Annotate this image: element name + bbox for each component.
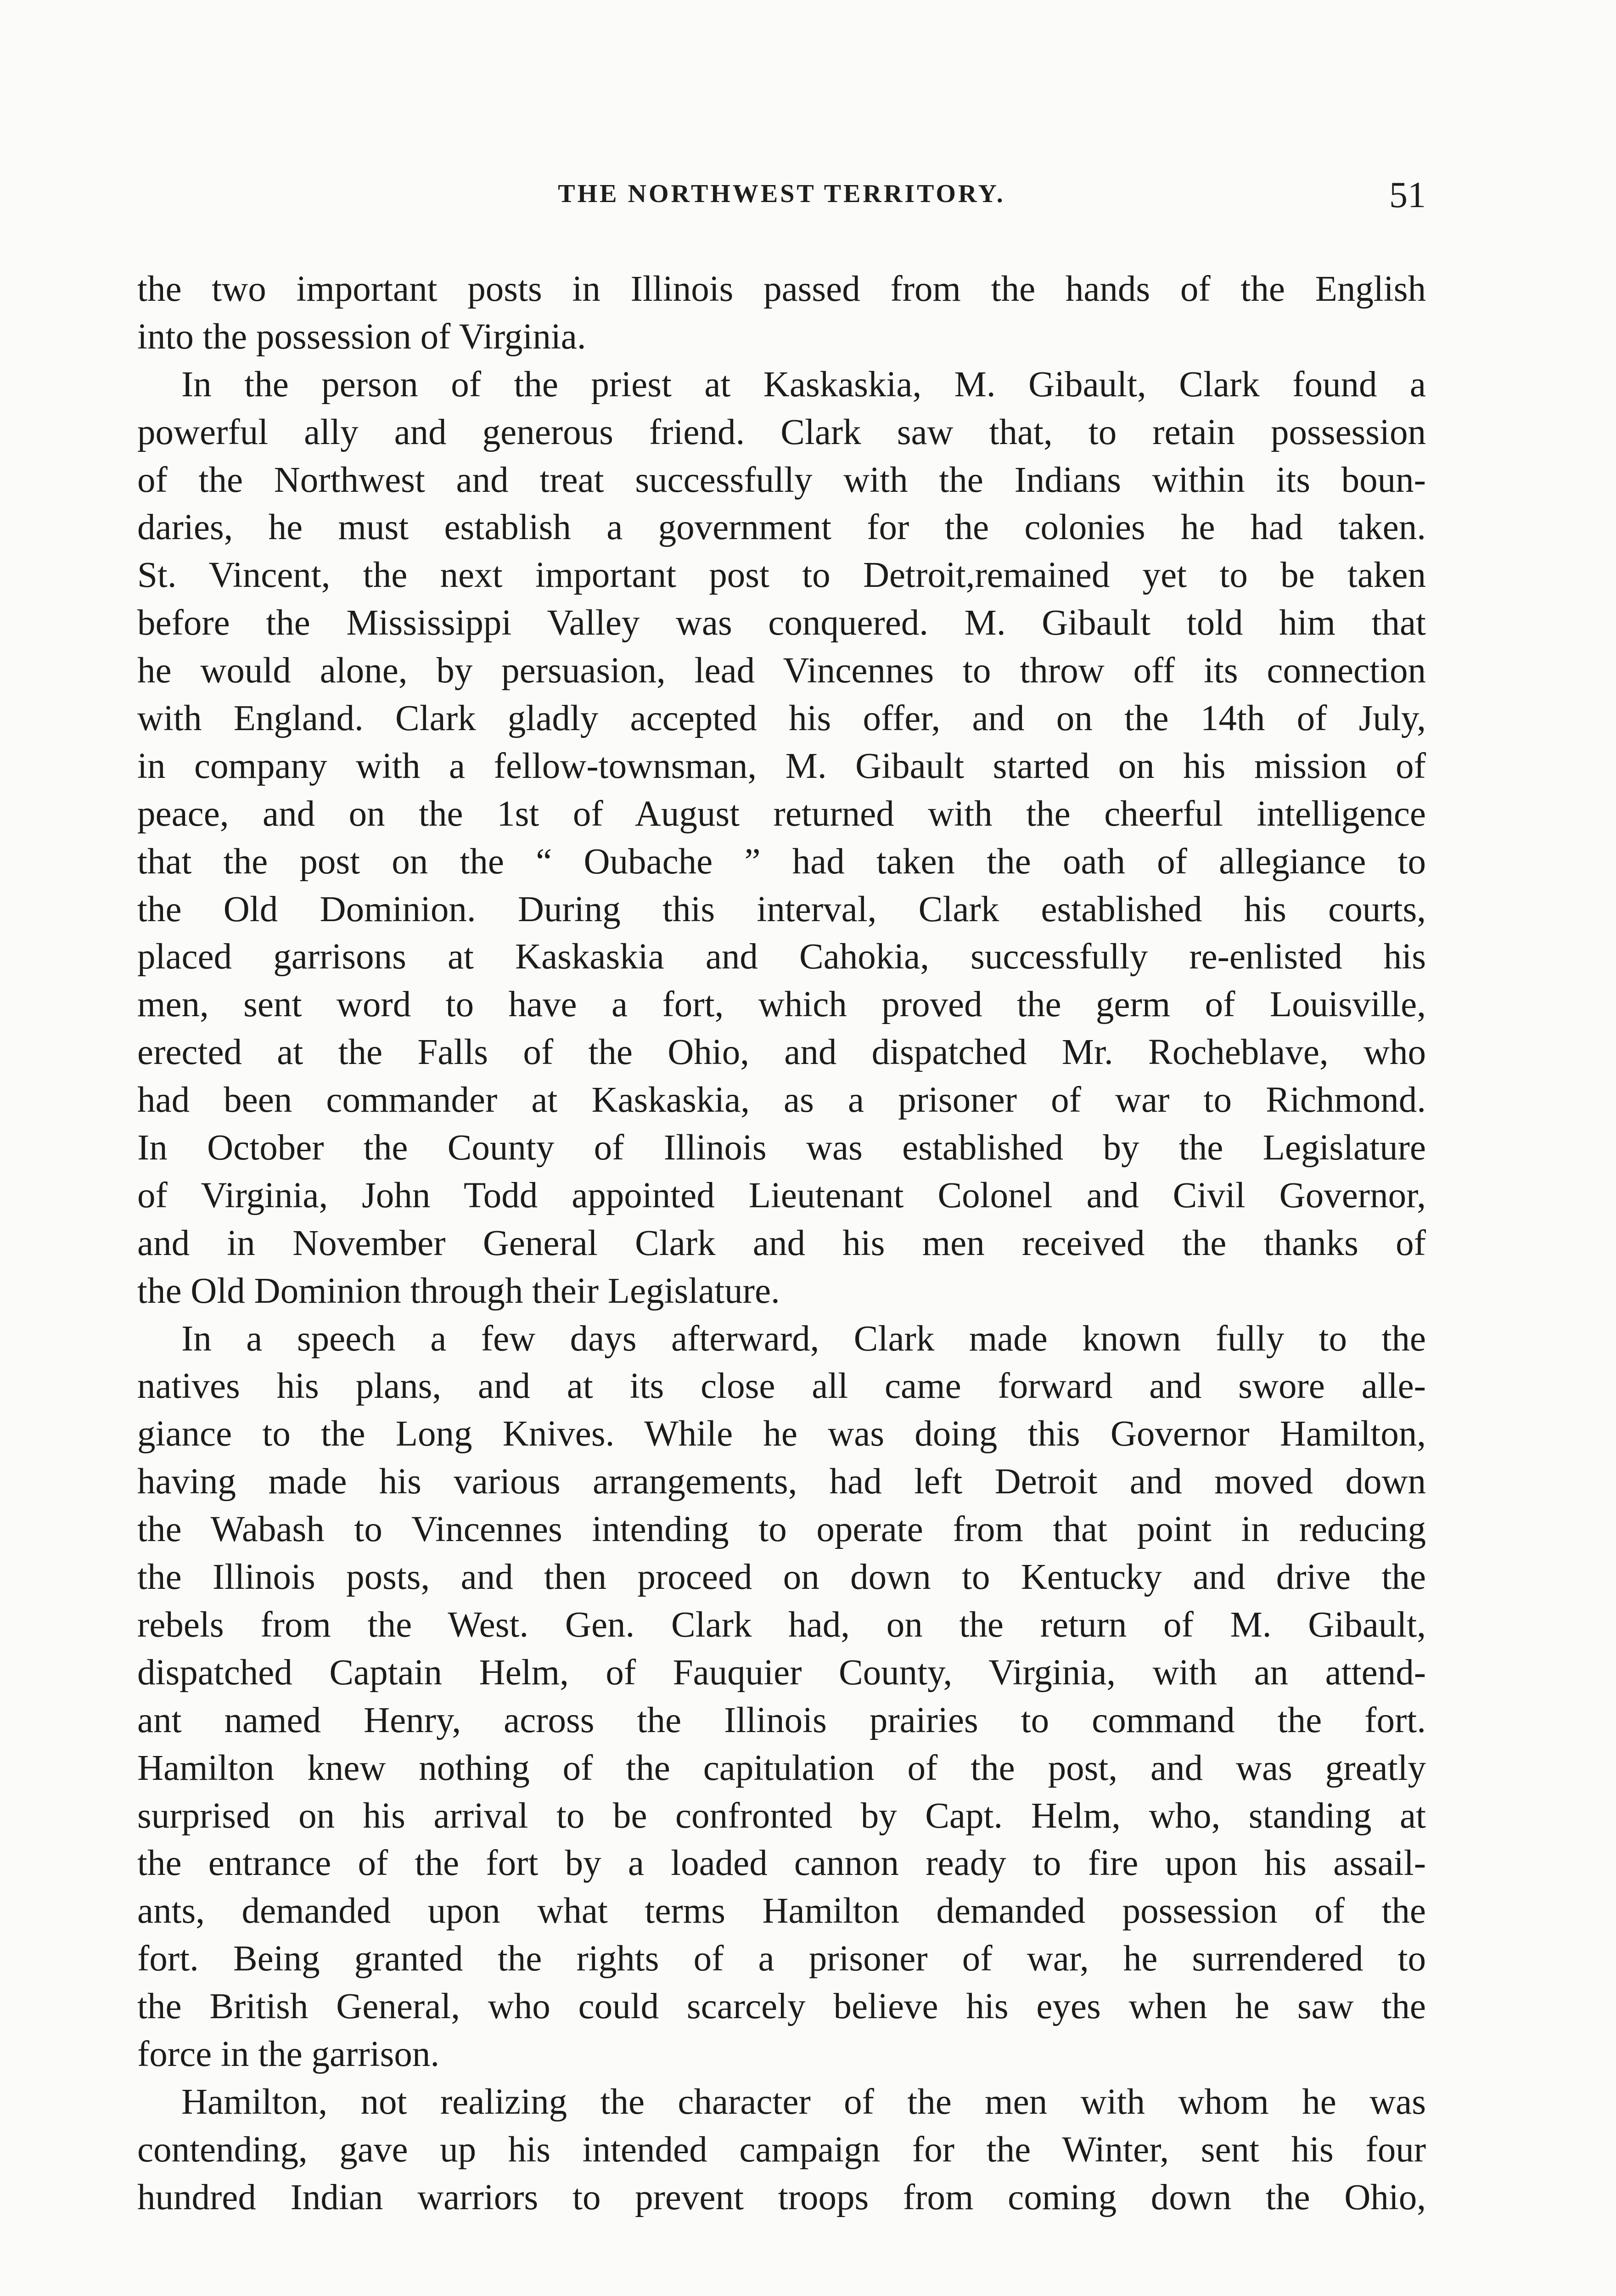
text-line: into the possession of Virginia.	[137, 316, 586, 357]
text-line: St. Vincent, the next important post to Detroit,remained yet to be taken	[137, 555, 1426, 596]
text-line: Hamilton knew nothing of the capitulation of the post, and was greatly	[137, 1748, 1426, 1788]
page-number: 51	[1389, 175, 1426, 215]
text-line: giance to the Long Knives. While he was doing this Governor Hamilton,	[137, 1414, 1426, 1454]
running-head: THE NORTHWEST TERRITORY.	[558, 180, 1005, 208]
text-line: ant named Henry, across the Illinois prairies to command the fort.	[137, 1700, 1426, 1740]
page-header	[137, 174, 1426, 225]
text-line: powerful ally and generous friend. Clark saw that, to retain possession	[137, 412, 1426, 452]
text-line: placed garrisons at Kaskaskia and Cahokia, successfully re-enlisted his	[137, 937, 1426, 977]
text-line: Hamilton, not realizing the character of the men with whom he was	[181, 2082, 1426, 2122]
text-line: In the person of the priest at Kaskaskia, M. Gibault, Clark found a	[181, 364, 1426, 405]
text-line: ants, demanded upon what terms Hamilton demanded possession of the	[137, 1891, 1426, 1931]
text-line: the Wabash to Vincennes intending to operate from that point in reducing	[137, 1509, 1426, 1550]
text-line: the Old Dominion through their Legislature.	[137, 1271, 780, 1311]
text-line: contending, gave up his intended campaign for the Winter, sent his four	[137, 2129, 1426, 2170]
text-line: the two important posts in Illinois passed from the hands of the English	[137, 269, 1426, 309]
text-line: erected at the Falls of the Ohio, and dispatched Mr. Rocheblave, who	[137, 1032, 1426, 1073]
text-line: men, sent word to have a fort, which proved the germ of Louisville,	[137, 985, 1426, 1025]
text-line: natives his plans, and at its close all came forward and swore alle-	[137, 1366, 1426, 1407]
text-line: dispatched Captain Helm, of Fauquier County, Virginia, with an attend-	[137, 1652, 1426, 1693]
text-line: force in the garrison.	[137, 2034, 440, 2074]
text-line: he would alone, by persuasion, lead Vincennes to throw off its connection	[137, 651, 1426, 691]
text-line: the Old Dominion. During this interval, Clark established his courts,	[137, 889, 1426, 929]
text-line: peace, and on the 1st of August returned with the cheerful intelligence	[137, 793, 1426, 834]
text-line: that the post on the “ Oubache ” had taken the oath of allegiance to	[137, 841, 1426, 882]
text-line: the Illinois posts, and then proceed on down to Kentucky and drive the	[137, 1557, 1426, 1598]
text-line: having made his various arrangements, had left Detroit and moved down	[137, 1462, 1426, 1502]
text-line: before the Mississippi Valley was conquered. M. Gibault told him that	[137, 603, 1426, 643]
text-line: and in November General Clark and his men received the thanks of	[137, 1223, 1426, 1263]
text-line: the British General, who could scarcely believe his eyes when he saw the	[137, 1986, 1426, 2027]
text-line: with England. Clark gladly accepted his offer, and on the 14th of July,	[137, 698, 1426, 739]
text-line: surprised on his arrival to be confronted by Capt. Helm, who, standing at	[137, 1795, 1426, 1836]
text-line: rebels from the West. Gen. Clark had, on the return of M. Gibault,	[137, 1604, 1426, 1645]
text-line: daries, he must establish a government for the colonies he had taken.	[137, 507, 1426, 548]
text-line: In October the County of Illinois was established by the Legislature	[137, 1128, 1426, 1168]
text-line: hundred Indian warriors to prevent troops from coming down the Ohio,	[137, 2177, 1426, 2217]
text-line: in company with a fellow-townsman, M. Gibault started on his mission of	[137, 746, 1426, 786]
text-line: In a speech a few days afterward, Clark made known fully to the	[181, 1318, 1426, 1359]
text-line: of Virginia, John Todd appointed Lieutenant Colonel and Civil Governor,	[137, 1175, 1426, 1216]
text-line: fort. Being granted the rights of a prisoner of war, he surrendered to	[137, 1939, 1426, 1979]
text-line: the entrance of the fort by a loaded cannon ready to fire upon his assail-	[137, 1843, 1426, 1884]
body-text	[137, 265, 1426, 2222]
text-line: had been commander at Kaskaskia, as a prisoner of war to Richmond.	[137, 1080, 1426, 1120]
text-line: of the Northwest and treat successfully with the Indians within its boun-	[137, 460, 1426, 500]
